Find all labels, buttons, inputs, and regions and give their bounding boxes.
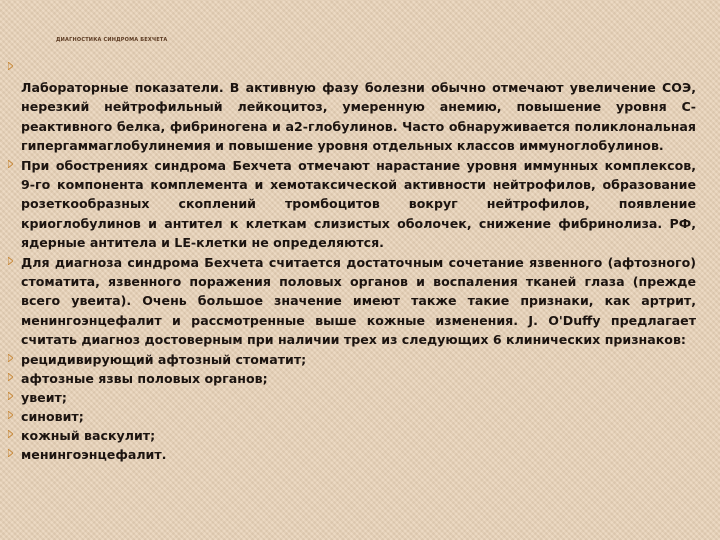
list-item [8, 58, 696, 78]
list-item [8, 407, 696, 426]
paragraph-text: афтозные язвы половых органов; [21, 370, 268, 386]
triangle-bullet-icon [8, 411, 13, 419]
triangle-bullet-icon [8, 373, 13, 381]
triangle-bullet-icon [8, 354, 13, 362]
triangle-bullet-icon [8, 430, 13, 438]
paragraph-text: кожный васкулит; [21, 427, 156, 443]
list-item [8, 369, 696, 388]
triangle-bullet-icon [8, 160, 13, 168]
paragraph-text: менингоэнцефалит. [21, 446, 167, 462]
list-item [8, 78, 696, 156]
paragraph-text: Для диагноза синдрома Бехчета считается достаточным сочетание язвенного (афтозного) стоматита, язвенного поражения половых органов и воспаления тканей глаза (прежде всего увеита). Очень большое значение имеют также такие признаки, как артрит, менингоэнцефалит и рассмотренные выше кожные изменения. J. O'Duffy предлагает считать диагноз достоверным при наличии трех из следующих 6 клинических признаков: [21, 254, 696, 348]
slide-title: ДИАГНОСТИКА СИНДРОМА БЕХЧЕТА [56, 37, 168, 43]
list-item [8, 388, 696, 407]
list-item [8, 253, 696, 350]
triangle-bullet-icon [8, 62, 13, 70]
list-item [8, 426, 696, 445]
list-item [8, 156, 696, 253]
slide-content [8, 58, 696, 464]
list-item [8, 445, 696, 464]
paragraph-text: синовит; [21, 408, 84, 424]
paragraph-text: При обострениях синдрома Бехчета отмечают нарастание уровня иммунных комплексов, 9-го компонента комплемента и хемотаксической активности нейтрофилов, образование розеткообразных скоплений тромбоцитов вокруг нейтрофилов, появление криоглобулинов и антител к клеткам слизистых оболочек, снижение фибринолиза. РФ, ядерные антитела и LE-клетки не определяются. [21, 157, 696, 251]
list-item [8, 350, 696, 369]
paragraph-text: увеит; [21, 389, 67, 405]
triangle-bullet-icon [8, 257, 13, 265]
paragraph-text: рецидивирующий афтозный стоматит; [21, 351, 307, 367]
paragraph-text: Лабораторные показатели. В активную фазу болезни обычно отмечают увеличение СОЭ, нерезкий нейтрофильный лейкоцитоз, умеренную анемию, повышение уровня С-реактивного белка, фибриногена и а2-глобулинов. Часто обнаруживается поликлональная гипергаммаглобулинемия и повышение уровня отдельных классов иммуноглобулинов. [21, 80, 696, 154]
triangle-bullet-icon [8, 449, 13, 457]
triangle-bullet-icon [8, 392, 13, 400]
